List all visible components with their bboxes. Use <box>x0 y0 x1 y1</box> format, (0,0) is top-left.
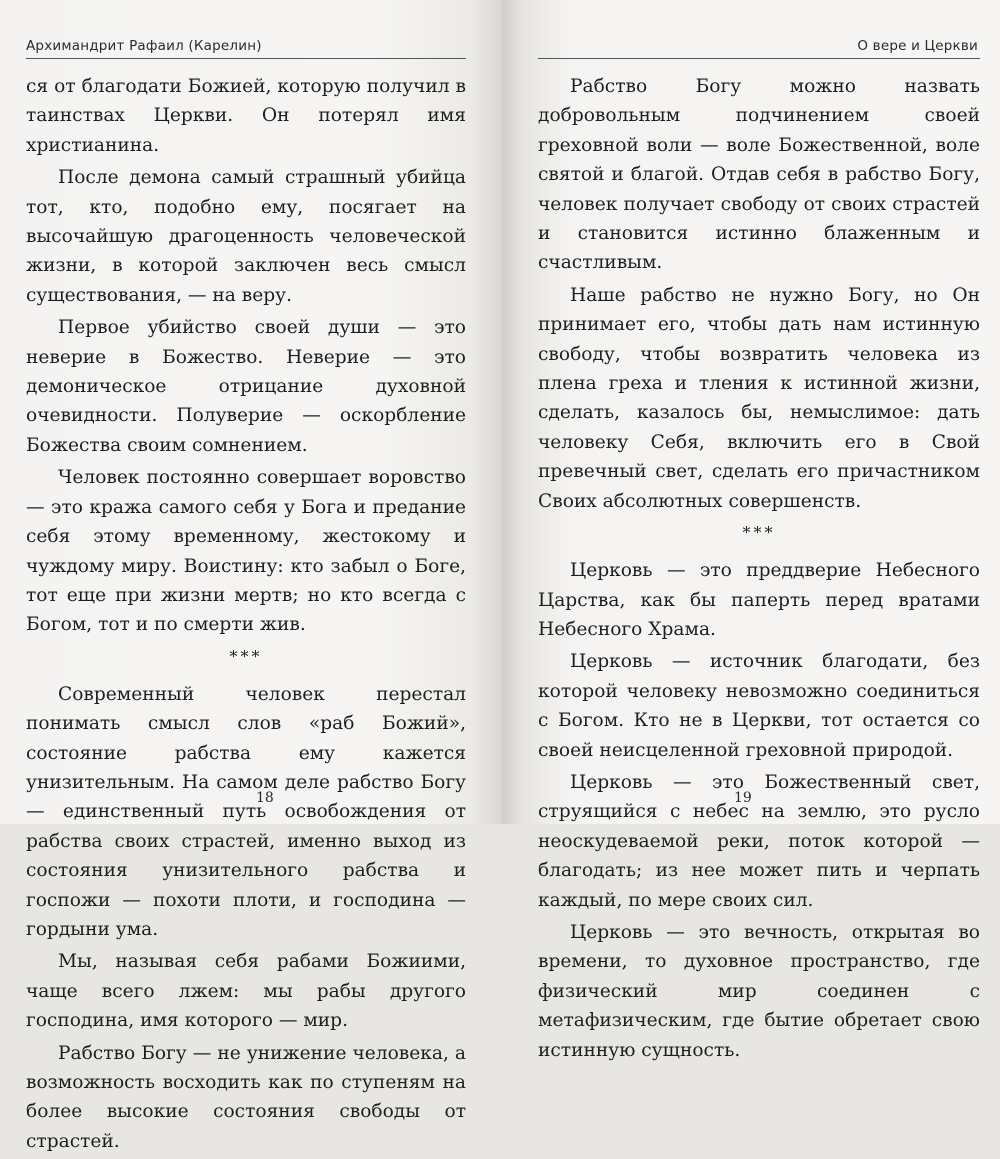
paragraph: Человек постоянно совершает воровство — это кража самого себя у Бога и предание себя этому временному, жестокому и чуждому миру. Воистину: кто забыл о Боге, тот еще при жизни мертв; но кто всегда с Богом, тот и по смерти жив. <box>26 467 466 636</box>
paragraph: Церковь — это Божественный свет, струящийся с небес на землю, это русло неоскудеваемой реки, поток которой — благодать; из нее может пить и черпать каждый, по мере своих сил. <box>538 771 980 911</box>
paragraph: Церковь — источник благодати, без которой человеку невозможно соединиться с Богом. Кто не в Церкви, тот остается со своей неисцеленной греховной природой. <box>538 651 980 761</box>
right-page-number: 19 <box>734 790 752 806</box>
paragraph: Наше рабство не нужно Богу, но Он принимает его, чтобы дать нам истинную свободу, чтобы возвратить человека из плена греха и тления к истинной жизни, сделать, казалось бы, немыслимое: дать человеку Себя, включить его в Свой превечный свет, сделать его причастником Своих абсолютных совершенств. <box>538 284 980 512</box>
paragraph: После демона самый страшный убийца тот, кто, подобно ему, посягает на высочайшую драгоценность человеческой жизни, в которой заключен весь смысл существования, — на веру. <box>26 167 466 306</box>
section-divider: *** <box>742 523 776 543</box>
left-page <box>0 0 502 1152</box>
left-running-head: Архимандрит Рафаил (Карелин) <box>26 38 262 54</box>
right-page-text <box>538 72 980 1068</box>
paragraph: ся от благодати Божией, которую получил в таинствах Церкви. Он потерял имя христианина. <box>26 76 466 156</box>
paragraph: Первое убийство своей души — это неверие в Божество. Неверие — это демоническое отрицание духовной очевидности. Полуверие — оскорбление Божества своим сомнением. <box>26 317 466 456</box>
section-divider: *** <box>229 646 263 666</box>
paragraph: Церковь — это преддверие Небесного Царства, как бы паперть перед вратами Небесного Храма. <box>538 560 980 640</box>
right-running-head: О вере и Церкви <box>857 38 978 54</box>
paragraph: Церковь — это вечность, открытая во времени, то духовное пространство, где физический мир соединен с метафизическим, где бытие обретает свою истинную сущность. <box>538 921 980 1061</box>
left-page-number: 18 <box>256 790 274 806</box>
right-header-rule <box>538 58 980 59</box>
left-page-text <box>26 72 466 1159</box>
paragraph: Мы, называя себя рабами Божиими, чаще всего лжем: мы рабы другого господина, имя которого — мир. <box>26 951 466 1032</box>
paragraph: Рабство Богу — не унижение человека, а возможность восходить как по ступеням на более высокие состояния свободы от страстей. <box>26 1042 466 1152</box>
left-header-rule <box>26 58 466 59</box>
paragraph: Рабство Богу можно назвать добровольным подчинением своей греховной воли — воле Божественной, воле святой и благой. Отдав себя в рабство Богу, человек получает свободу от своих страстей и становится истинно блаженным и счастливым. <box>538 76 980 274</box>
paragraph: Современный человек перестал понимать смысл слов «раб Божий», состояние рабства ему кажется унизительным. На самом деле рабство Богу — единственный путь освобождения от рабства своих страстей, именно выход из состояния унизительного рабства и госпожи — похоти плоти, и господина — гордыни ума. <box>26 683 466 940</box>
right-page <box>502 0 1000 1061</box>
